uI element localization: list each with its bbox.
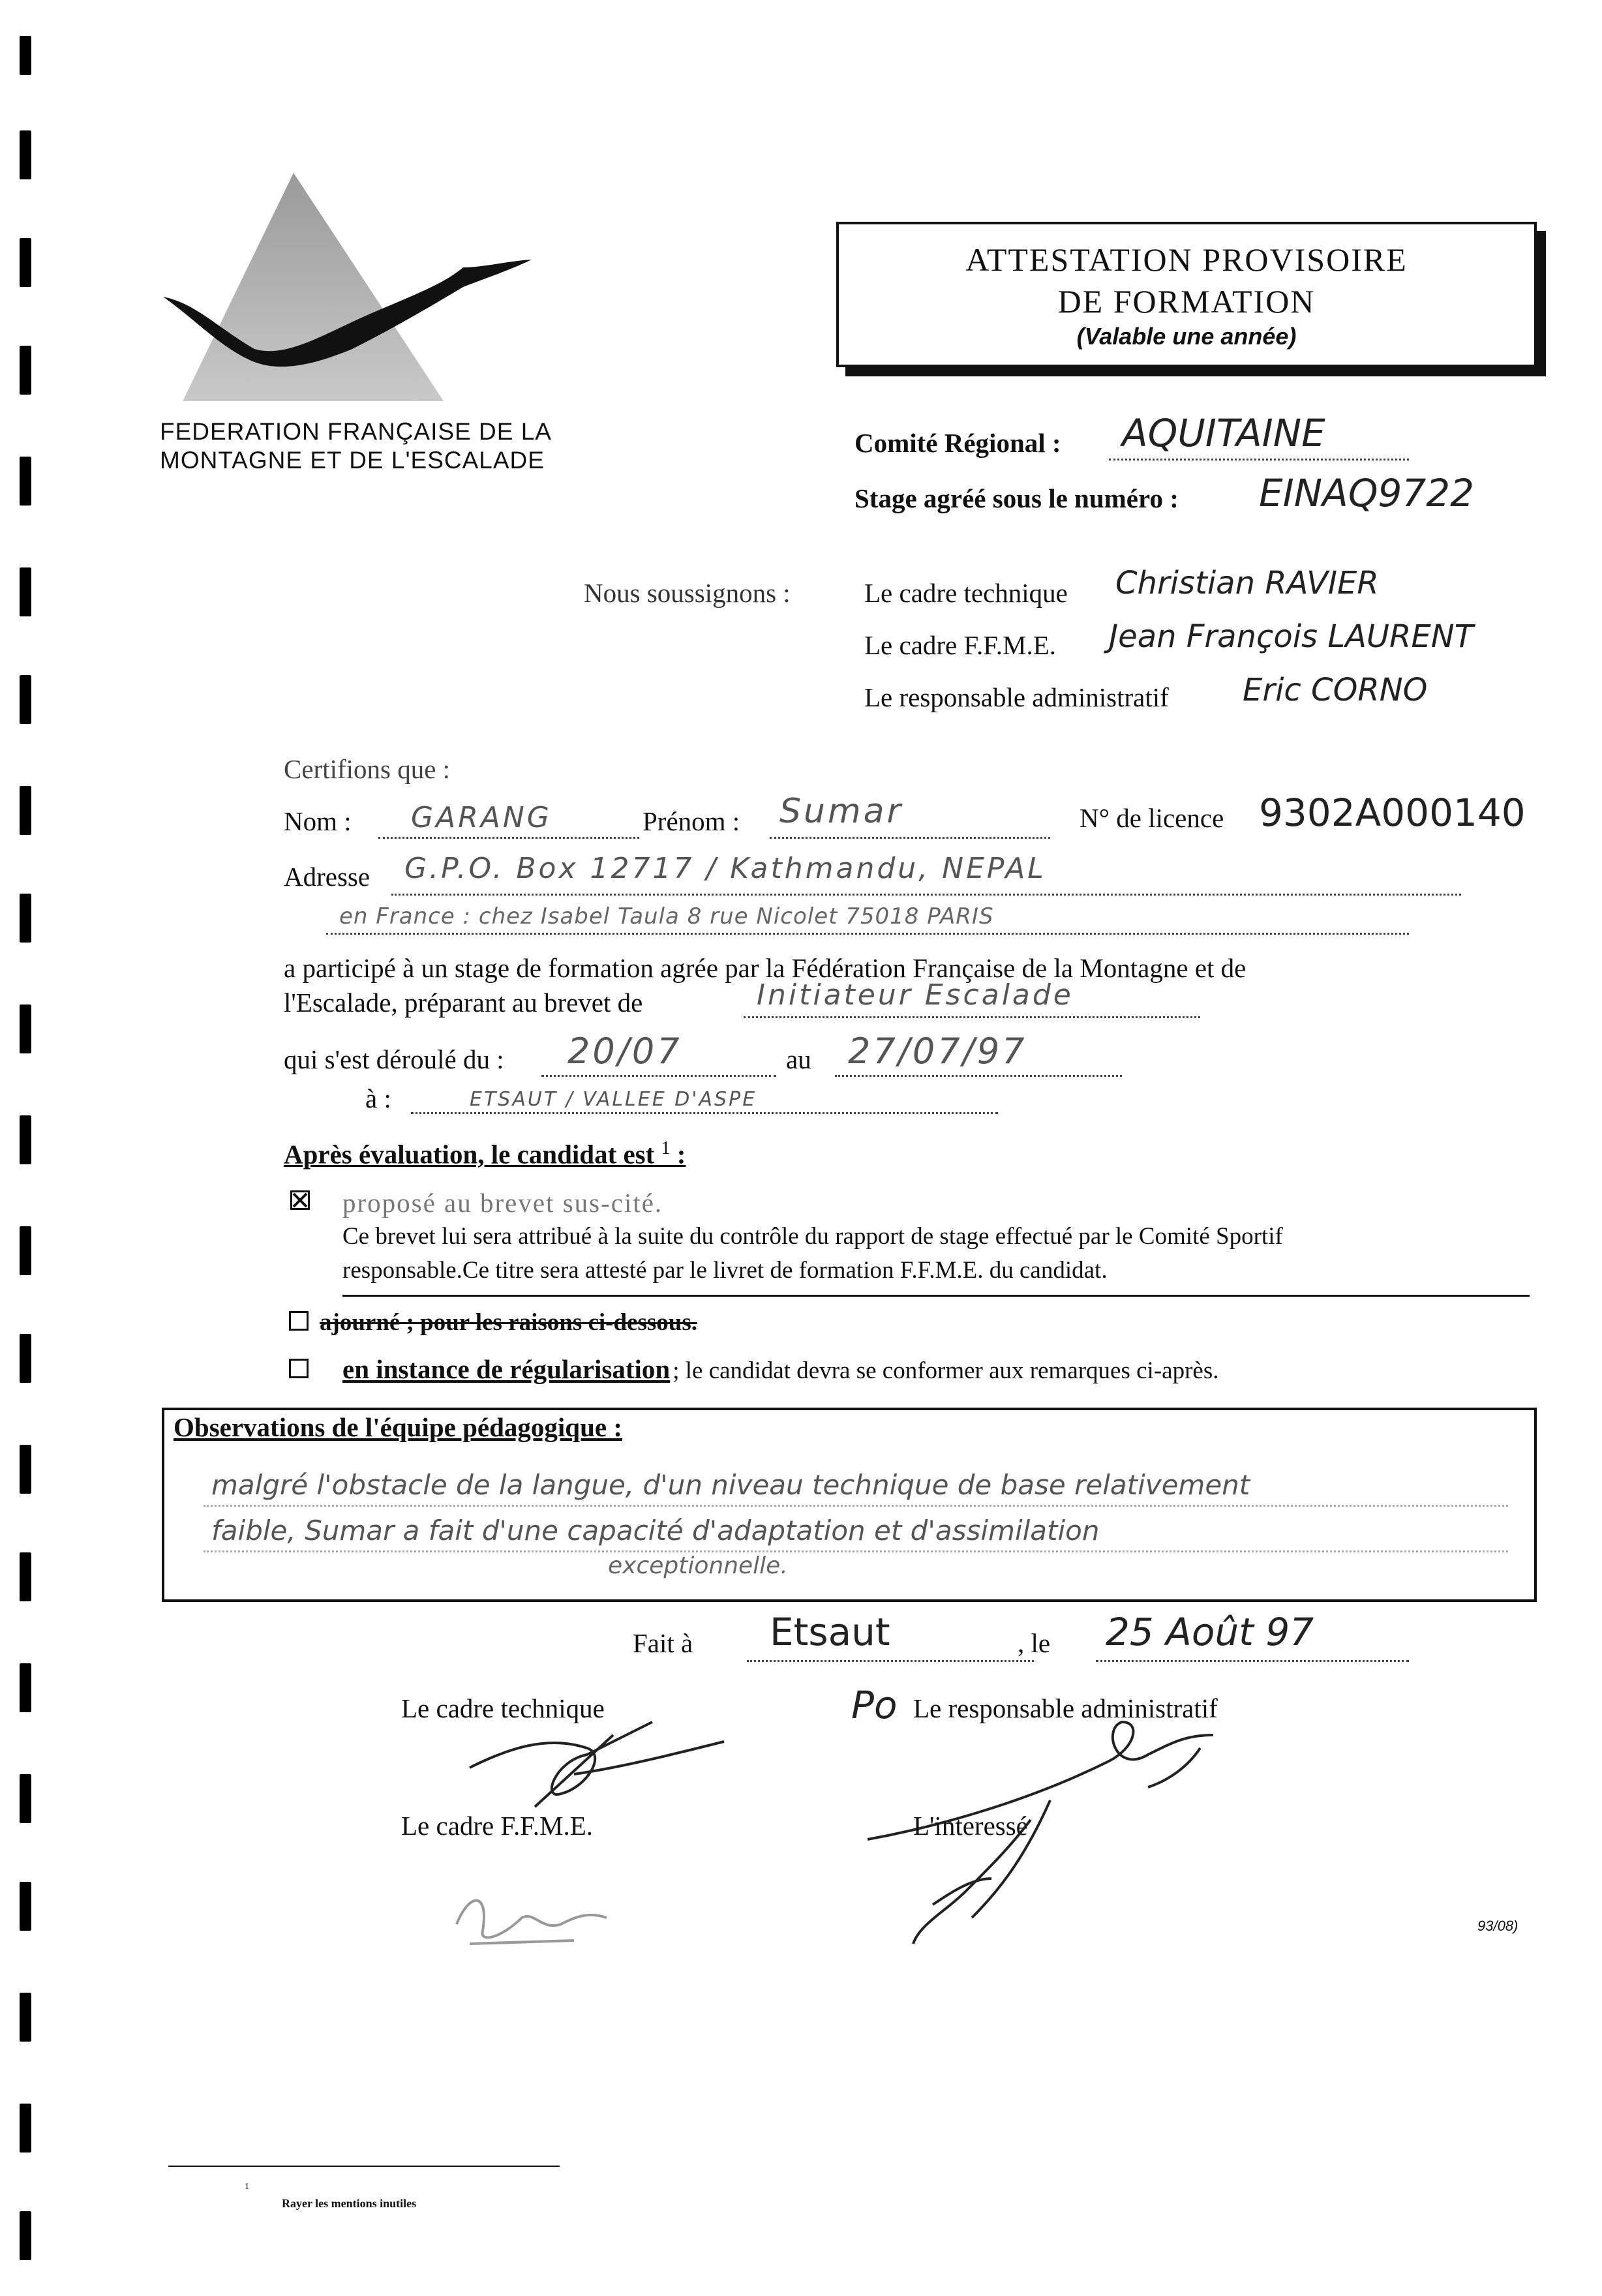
option-proposed-detail-2: responsable.Ce titre sera attesté par le livret de formation F.F.M.E. du candidat.: [342, 1257, 1108, 1284]
adresse-line1: G.P.O. Box 12717 / Kathmandu, NEPAL: [404, 852, 1046, 885]
title-line1: ATTESTATION PROVISOIRE: [965, 241, 1408, 278]
option-instance-rest: ; le candidat devra se conformer aux remarques ci-après.: [673, 1357, 1219, 1384]
cadre-ffme-label: Le cadre F.F.M.E.: [864, 630, 1057, 660]
binder-hole: [20, 2104, 31, 2152]
adresse-line2: en France : chez Isabel Taula 8 rue Nicolet 75018 PARIS: [339, 903, 994, 929]
brevet-value: Initiateur Escalade: [757, 978, 1074, 1012]
binder-hole: [20, 1663, 31, 1712]
binder-hole: [20, 894, 31, 943]
signature-interesse: [894, 1781, 1122, 1950]
nom-value: GARANG: [411, 801, 552, 834]
observations-line1: malgré l'obstacle de la langue, d'un niveau technique de base relativement: [211, 1469, 1250, 1501]
adresse-label: Adresse: [284, 862, 370, 892]
footnote-marker: 1: [245, 2182, 249, 2192]
binder-hole: [20, 130, 31, 179]
participation-line2: l'Escalade, préparant au brevet de: [284, 988, 643, 1018]
title-box: [836, 222, 1537, 367]
signature-cadre-technique-label: Le cadre technique: [401, 1693, 605, 1723]
check-x-icon: [292, 1192, 308, 1208]
cadre-technique-value: Christian RAVIER: [1115, 565, 1379, 601]
form-code: 93/08): [1477, 1918, 1519, 1934]
title-line2: DE FORMATION: [1057, 283, 1316, 320]
binder-hole: [20, 1445, 31, 1494]
binder-hole: [20, 1115, 31, 1164]
binder-hole: [20, 238, 31, 287]
cadre-ffme-value: Jean François LAURENT: [1109, 618, 1474, 655]
evaluation-colon: :: [676, 1139, 686, 1170]
observations-line2: faible, Sumar a fait d'une capacité d'adaptation et d'assimilation: [211, 1515, 1100, 1547]
fait-date: 25 Août 97: [1106, 1610, 1314, 1654]
fait-le-label: , le: [1018, 1628, 1051, 1658]
date-from: 20/07: [567, 1031, 682, 1072]
signature-cadre-ffme: [444, 1879, 626, 1963]
observations-box: [162, 1408, 1537, 1602]
observations-heading: Observations de l'équipe pédagogique :: [174, 1412, 622, 1442]
stage-label: Stage agréé sous le numéro :: [854, 483, 1179, 513]
binder-hole: [20, 1993, 31, 2042]
lieu-label: à :: [365, 1083, 391, 1113]
participation-line1: a participé à un stage de formation agrée par la Fédération Française de la Montagne et de: [284, 953, 1247, 983]
deroule-label: qui s'est déroulé du :: [284, 1044, 504, 1074]
option-proposed-checkbox[interactable]: [290, 1190, 310, 1210]
option-ajourne-label: [320, 1306, 697, 1340]
comite-value: AQUITAINE: [1122, 411, 1325, 455]
soussignes-intro: Nous soussignons :: [584, 578, 791, 608]
option-proposed-detail-1: Ce brevet lui sera attribué à la suite du contrôle du rapport de stage effectué par le Comité Sportif: [342, 1223, 1283, 1250]
option-instance-line: [342, 1353, 1218, 1388]
footnote-ref: 1: [661, 1138, 671, 1158]
title-validity: (Valable une année): [1076, 323, 1297, 350]
prenom-value: Sumar: [779, 792, 903, 831]
option-instance-checkbox[interactable]: [289, 1359, 309, 1378]
certifions-label: Certifions que :: [284, 754, 451, 784]
option-ajourne-checkbox[interactable]: [289, 1311, 309, 1331]
prenom-label: Prénom :: [642, 806, 740, 836]
binder-hole: [20, 2211, 31, 2260]
comite-label: Comité Régional :: [854, 428, 1061, 458]
binder-hole: [20, 675, 31, 724]
binder-hole: [20, 1552, 31, 1601]
observations-line3: exceptionnelle.: [608, 1552, 788, 1579]
stage-number: EINAQ9722: [1259, 471, 1475, 515]
fait-label: Fait à: [633, 1628, 693, 1658]
responsable-value: Eric CORNO: [1243, 672, 1428, 708]
evaluation-heading-text: Après évaluation, le candidat est: [284, 1139, 655, 1170]
licence-label: N° de licence: [1080, 803, 1224, 833]
signature-cadre-ffme-label: Le cadre F.F.M.E.: [401, 1811, 594, 1841]
binder-hole: [20, 567, 31, 616]
signature-interesse-label: L'interessé: [913, 1811, 1028, 1841]
binder-hole: [20, 1226, 31, 1275]
ffme-logo: [157, 163, 548, 411]
licence-value: 9302A000140: [1259, 791, 1526, 835]
cadre-technique-label: Le cadre technique: [864, 578, 1068, 608]
binder-hole: [20, 1004, 31, 1053]
evaluation-heading: [284, 1138, 686, 1170]
fait-place: Etsaut: [770, 1610, 890, 1654]
footnote-text: Rayer les mentions inutiles: [282, 2197, 417, 2210]
org-name-line2: MONTAGNE ET DE L'ESCALADE: [160, 447, 545, 474]
binder-hole: [20, 36, 31, 75]
binder-hole: [20, 1882, 31, 1931]
option-proposed-label: proposé au brevet sus-cité.: [342, 1188, 663, 1218]
nom-label: Nom :: [284, 806, 352, 836]
date-to: 27/07/97: [848, 1031, 1027, 1072]
lieu-value: ETSAUT / VALLEE D'ASPE: [470, 1088, 757, 1111]
responsable-label: Le responsable administratif: [864, 682, 1169, 712]
option-instance-bold: en instance de régularisation: [342, 1354, 671, 1384]
binder-hole: [20, 346, 31, 395]
binder-hole: [20, 1774, 31, 1823]
binder-hole: [20, 786, 31, 835]
org-name-line1: FEDERATION FRANÇAISE DE LA: [160, 418, 552, 445]
option-ajourne-text: ajourné ; pour les raisons ci-dessous.: [320, 1309, 698, 1336]
binder-hole: [20, 1334, 31, 1383]
signature-responsable-label: Le responsable administratif: [913, 1693, 1218, 1723]
binder-hole: [20, 457, 31, 506]
signature-po-mark: Po: [851, 1683, 898, 1727]
au-label: au: [786, 1044, 811, 1074]
signature-cadre-technique: [457, 1709, 731, 1820]
